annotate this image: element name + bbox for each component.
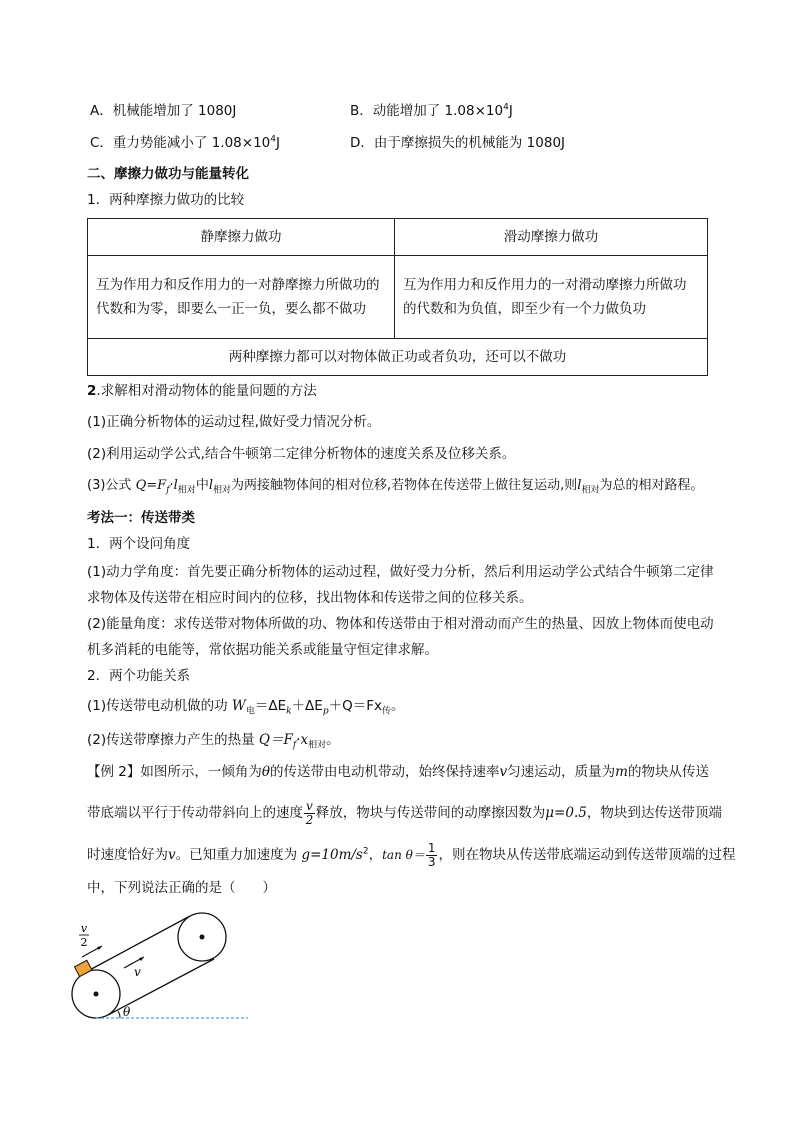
option-a: A．机械能增加了 1080J: [90, 103, 237, 119]
method-step: (3)公式 $Q=F_f\cdot l_{相对}$中$l_{相对}$为两接触物体间的相对位移,若物体在传送带上做往复运动,则$l_{相对}$为总的相对路程。: [87, 478, 704, 496]
conveyor-belt-figure: [68, 910, 258, 1026]
subsection-title: 2．两个功能关系: [87, 668, 191, 684]
example-line: 中，下列说法正确的是（ ）: [87, 880, 276, 896]
relation-line: (2)传送带摩擦力产生的热量 $Q=F_f\cdot x_{相对}$。: [87, 732, 340, 751]
method-step: (2)利用运动学公式,结合牛顿第二定律分析物体的速度关系及位移关系。: [87, 446, 516, 462]
example-line: 带底端以平行于传动带斜向上的速度 $\frac{v}{2}$ 释放，物块与传送带间的动摩擦因数为μ=0.5，物块到达传送带顶端: [87, 798, 722, 827]
label-theta: θ: [123, 1005, 131, 1019]
paragraph-line: (1)动力学角度：首先要正确分析物体的运动过程，做好受力分析，然后利用运动学公式结合牛顿第二定律: [87, 564, 714, 580]
subsection-title: 1．两种摩擦力做功的比较: [87, 192, 245, 208]
paragraph-line: 求物体及传送带在相应时间内的位移，找出物体和传送带之间的位移关系。: [87, 590, 533, 606]
section-title: 考法一：传送带类: [87, 510, 195, 526]
subsection-title: 1．两个设问角度: [87, 536, 191, 552]
table-cell-common: 两种摩擦力都可以对物体做正功或者负功，还可以不做功: [88, 339, 708, 376]
label-v: v: [134, 965, 141, 979]
subsection-title: 2.求解相对滑动物体的能量问题的方法: [87, 383, 317, 399]
paragraph-line: (2)能量角度：求传送带对物体所做的功、物体和传送带由于相对滑动而产生的热量、因放上物体而使电动: [87, 616, 714, 632]
arrow-half-v-head: [97, 946, 102, 950]
section-title: 二、摩擦力做功与能量转化: [87, 166, 249, 182]
option-c: C．重力势能减小了 $1.08\times 10^4J$: [90, 134, 280, 151]
option-d: D．由于摩擦损失的机械能为 1080J: [350, 135, 566, 151]
method-step: (1)正确分析物体的运动过程,做好受力情况分析。: [87, 414, 381, 430]
top-pulley-axle: [200, 935, 205, 940]
arrow-v-head: [139, 957, 144, 961]
example-line: 时速度恰好为v。已知重力加速度为 $g=10m/s^2$，tan θ＝ $\frac{1}{3}$ ，则在物块从传送带底端运动到传送带顶端的过程: [87, 840, 736, 869]
comparison-table: [87, 218, 708, 376]
example-line: 【例 2】如图所示，一倾角为θ的传送带由电动机带动，始终保持速率v匀速运动，质量为m的物块从传送: [87, 764, 709, 780]
label-v-num: v: [80, 922, 88, 935]
table-header-sliding: 滑动摩擦力做功: [395, 219, 708, 256]
bottom-pulley-axle: [94, 992, 99, 997]
paragraph-line: 机多消耗的电能等，常依据功能关系或能量守恒定律求解。: [87, 642, 438, 658]
table-cell-static: 互为作用力和反作用力的一对静摩擦力所做功的代数和为零，即要么一正一负，要么都不做功: [88, 256, 395, 339]
label-v-den: 2: [80, 936, 88, 949]
relation-line: (1)传送带电动机做的功 $W_电=\Delta E_k+\Delta E_p+Q=Fx_传$。: [87, 698, 405, 717]
table-header-static: 静摩擦力做功: [88, 219, 395, 256]
fraction-v-over-2: $\frac{v}{2}$: [305, 798, 314, 827]
angle-arc: [118, 1011, 120, 1018]
fraction-one-third: $\frac{1}{3}$: [427, 840, 436, 869]
table-cell-sliding: 互为作用力和反作用力的一对滑动摩擦力所做功的代数和为负值，即至少有一个力做负功: [395, 256, 708, 339]
option-b: B．动能增加了 $1.08\times 10^4J$: [350, 102, 513, 119]
